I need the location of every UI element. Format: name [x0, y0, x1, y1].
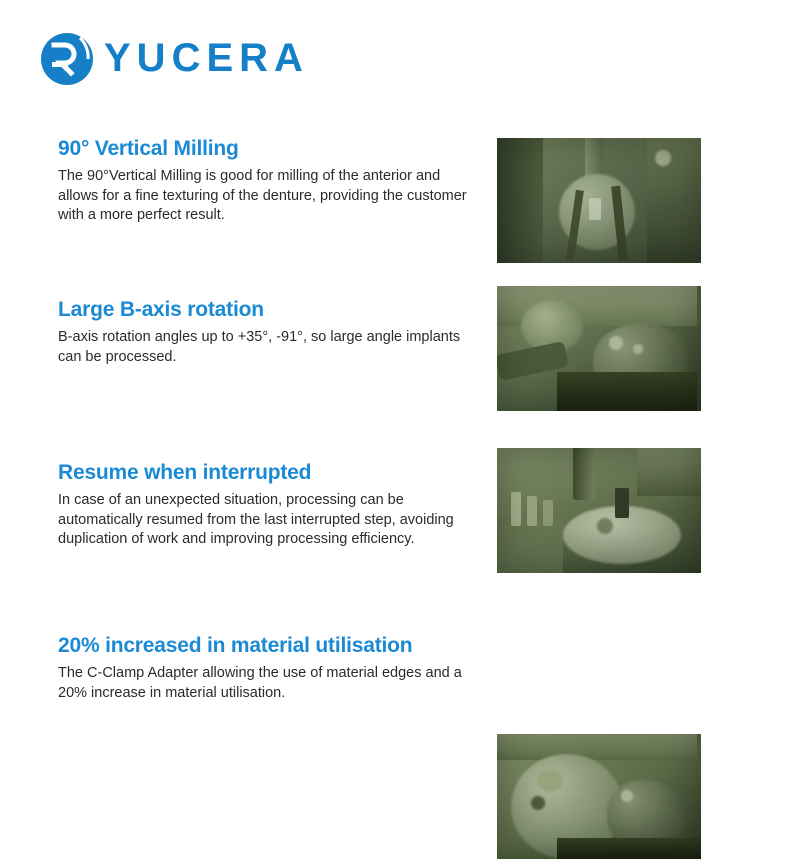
- feature-image: [497, 734, 701, 859]
- feature-item: [0, 598, 800, 758]
- feature-text: [58, 297, 468, 367]
- feature-image: [497, 448, 701, 573]
- feature-body: In case of an unexpected situation, processing can be automatically resumed from the last interrupted step, avoiding duplication of work and improving processing efficiency.: [58, 492, 454, 548]
- feature-text: [58, 136, 468, 226]
- brand-name: YUCERA: [104, 35, 309, 80]
- feature-item: [0, 281, 800, 426]
- resume-milling-disc-photo: [497, 448, 701, 573]
- feature-image: [497, 286, 701, 411]
- feature-title: 20% increased in material utilisation: [58, 634, 413, 657]
- feature-item: [0, 128, 800, 276]
- feature-title: Resume when interrupted: [58, 461, 312, 484]
- feature-body: The 90°Vertical Milling is good for milling of the anterior and allows for a fine texturing of the denture, providing the customer with a more perfect result.: [58, 168, 467, 224]
- feature-text: [58, 633, 468, 703]
- feature-title: Large B-axis rotation: [58, 298, 264, 321]
- feature-body: B-axis rotation angles up to +35°, -91°, so large angle implants can be processed.: [58, 329, 461, 365]
- c-clamp-adapter-photo: [497, 734, 701, 859]
- feature-title: 90° Vertical Milling: [58, 137, 239, 160]
- feature-body: The C-Clamp Adapter allowing the use of material edges and a 20% increase in material utilisation.: [58, 665, 462, 701]
- feature-image: [497, 138, 701, 263]
- brand-logo: [40, 32, 309, 86]
- feature-text: [58, 460, 468, 550]
- b-axis-rotation-photo: [497, 286, 701, 411]
- vertical-milling-spindle-photo: [497, 138, 701, 263]
- feature-item: [0, 430, 800, 590]
- yucera-r-mark-icon: [40, 32, 94, 86]
